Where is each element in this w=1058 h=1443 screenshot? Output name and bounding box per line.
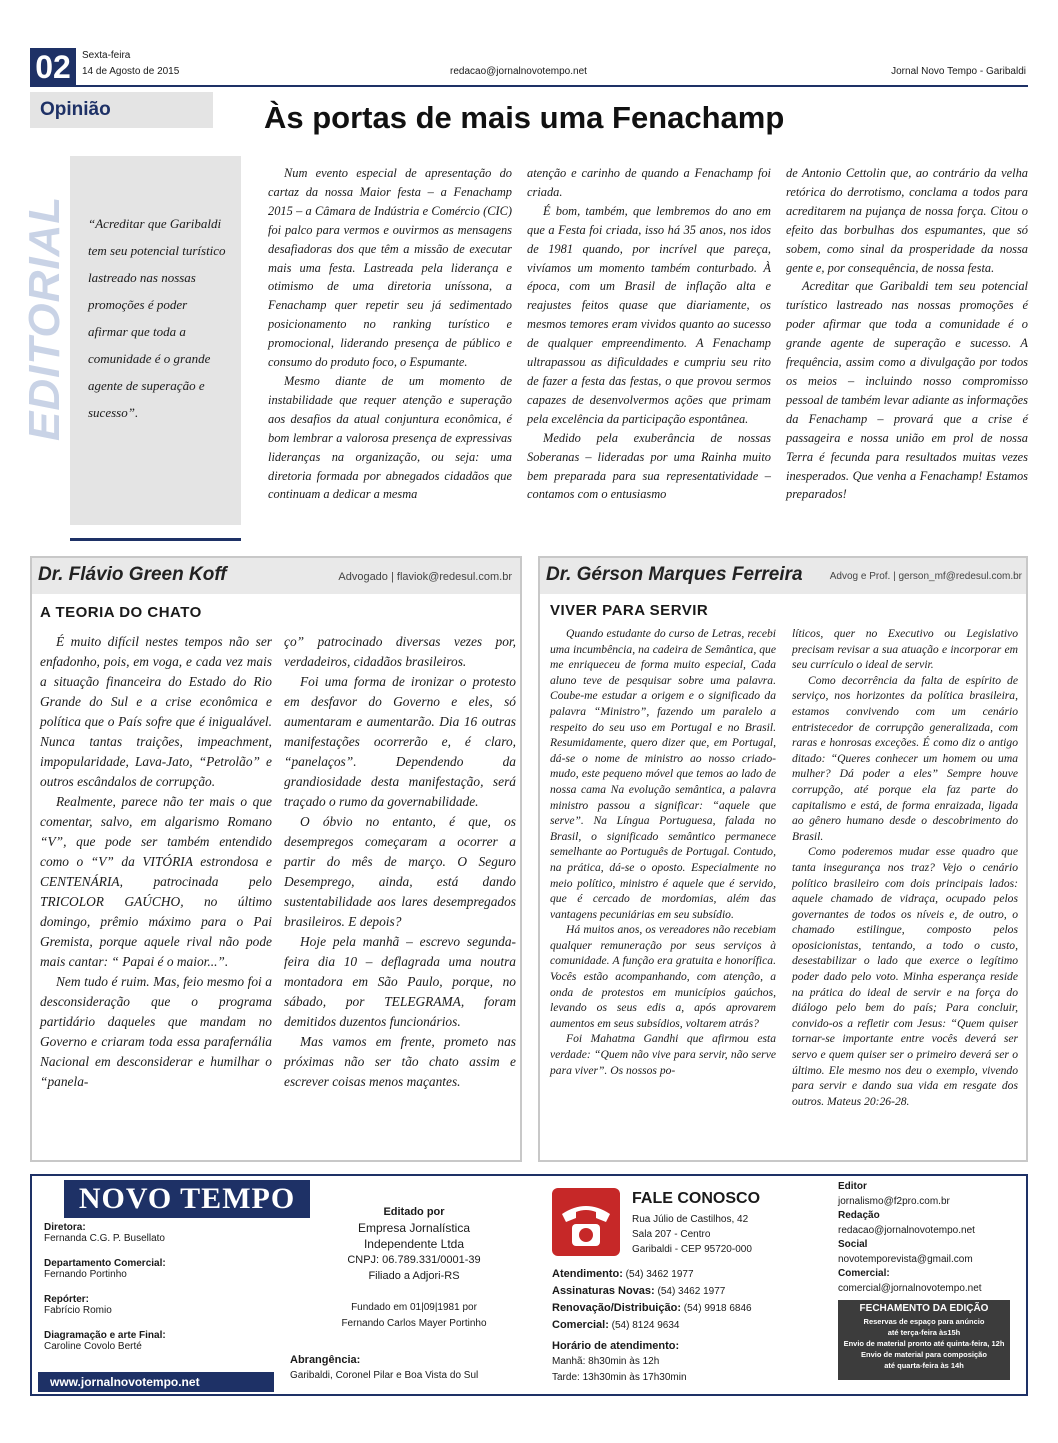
- hours-afternoon: Tarde: 13h30min às 17h30min: [552, 1372, 687, 1383]
- phone-value: (54) 8124 9634: [611, 1320, 680, 1331]
- phone-label: Assinaturas Novas:: [552, 1285, 655, 1297]
- column-title: A TEORIA DO CHATO: [40, 604, 202, 621]
- deadline-line: até quarta-feira às 14h: [884, 1361, 964, 1370]
- editorial-label: EDITORIAL: [20, 195, 69, 441]
- email-label: Editor: [838, 1181, 867, 1192]
- deadline-line: Envio de material para composição: [861, 1350, 987, 1359]
- author-role: Advogado | flaviok@redesul.com.br: [338, 571, 512, 583]
- address: [632, 1212, 752, 1257]
- paragraph: Foi Mahatma Gandhi que afirmou esta verdade: “Quem não vive para servir, não serve para viver”. Os nossos po-: [550, 1032, 776, 1077]
- staff-label: Departamento Comercial:: [44, 1258, 166, 1269]
- staff-value: Fabrício Romio: [44, 1305, 112, 1316]
- company-line-2: Independente Ltda: [363, 1237, 465, 1251]
- paragraph: Medido pela exuberância de nossas Soberanas – lideradas por uma Rainha muito bem preparada para sua representatividade – contamos com o entusiasmo: [527, 430, 771, 502]
- phone-value: (54) 9918 6846: [683, 1303, 752, 1314]
- paragraph: É muito difícil nestes tempos não ser enfadonho, pois, em voga, e cada vez mais a situação financeira do Estado do Rio Grande do Sul e a crise econômica e política que o País sofre que é inigualável. Nunca tantas traições, impeachment, impopularidade, Lava-Jato, “Petrolão” e outros escândalos de corrupção.: [40, 634, 272, 789]
- pull-quote-box: [70, 156, 241, 525]
- coverage-label: Abrangência:: [290, 1354, 361, 1366]
- paper-name: Jornal Novo Tempo - Garibaldi: [891, 66, 1026, 77]
- paragraph: Realmente, parece não ter mais o que comentar, salvo, em algarismo Romano “V”, que pode ser também entendido como o “V” da VITÓRIA estrondosa e CENTENÁRIA, patrocinada pelo TRICOLOR GAÚCHO, no último domingo, prêmio máximo para o Pai Gremista, porque aquele rival não pode mais cantar: “ Papai é o maior...”.: [40, 794, 272, 969]
- coverage: Garibaldi, Coronel Pilar e Boa Vista do Sul: [290, 1370, 479, 1381]
- opinion-box-ferreira: [538, 556, 1028, 1162]
- page-number: 02: [30, 48, 76, 86]
- staff-value: Fernanda C.G. P. Busellato: [44, 1233, 165, 1244]
- footer: [30, 1174, 1028, 1396]
- paragraph: Mas vamos em frente, prometo nas próximas não ser tão chato assim e escrever coisas menos maçantes.: [284, 1034, 516, 1089]
- weekday: Sexta-feira: [82, 50, 131, 61]
- paragraph: Como poderemos mudar esse quadro que tanta insegurança nos traz? Vejo o cenário político brasileiro com dois principais lados: aquele chamado de vidraça, ocupado pelos governantes de todos os níveis e, de outro, o chamado estilingue, composto pelos oposicionistas, tentando, a todo o custo, desestabilizar o lado que exerce o legítimo poder dado pelo voto. Minha esperança reside na prática do ideal de servir e na força do diálogo pelo bem do país; Para concluir, convido-os a refletir com Jesus: “Quem quiser tornar-se importante entre vocês deverá ser servo e quem quiser ser o primeiro deverá ser o último. Ele mesmo nos deu o exemplo, vivendo para servir e dando sua vida em resgate dos outros. Mateus 20:26-28.: [792, 845, 1018, 1108]
- founded-line-2: Fernando Carlos Mayer Portinho: [341, 1318, 487, 1329]
- author-bar: [540, 558, 1026, 594]
- author-name: Dr. Flávio Green Koff: [38, 564, 227, 585]
- header-rule: [30, 85, 1028, 87]
- ferreira-col-1: [550, 626, 776, 1078]
- phone-list: [552, 1266, 752, 1334]
- section-label: Opinião: [40, 99, 111, 120]
- paragraph: Foi uma forma de ironizar o protesto em desfavor do Governo e eles, só aumentaram e aumentarão. Dia 16 outras manifestações ocorrerão e, é claro, “panelaços”. Dependendo da grandiosidade desta manifestação, será traçado o rumo da governabilidade.: [284, 674, 516, 809]
- koff-col-1: [40, 632, 272, 1092]
- paragraph: O óbvio no entanto, é que, os desempregos começaram a ocorrer a partir do mês de março. O Seguro Desemprego, ainda, está dando sustentabilidade aos lares desempregados brasileiros. E depois?: [284, 814, 516, 929]
- email-label: Comercial:: [838, 1268, 890, 1279]
- newspaper-logo: NOVO TEMPO: [64, 1180, 310, 1218]
- edited-by: Editado por: [383, 1206, 445, 1218]
- email-list: [838, 1180, 982, 1296]
- affiliation: Filiado a Adjori-RS: [368, 1270, 460, 1282]
- author-name: Dr. Gérson Marques Ferreira: [546, 564, 803, 585]
- staff-label: Diagramação e arte Final:: [44, 1330, 166, 1341]
- email-label: Social: [838, 1239, 868, 1250]
- deadline-line: até terça-feira às15h: [887, 1328, 961, 1337]
- section-tag: [30, 92, 213, 128]
- header-email: redacao@jornalnovotempo.net: [450, 66, 587, 77]
- address-line: Rua Júlio de Castilhos, 42: [632, 1214, 749, 1225]
- phone-value: (54) 3462 1977: [657, 1286, 726, 1297]
- website-link[interactable]: www.jornalnovotempo.net: [38, 1372, 274, 1392]
- editorial-col-1: [268, 164, 512, 504]
- phone-label: Atendimento:: [552, 1268, 623, 1280]
- paragraph: líticos, quer no Executivo ou Legislativo precisam revisar a sua atuação e incorporar em seu currículo o ideal de servir.: [792, 627, 1018, 672]
- hours: [552, 1338, 687, 1386]
- staff-label: Repórter:: [44, 1294, 90, 1305]
- phone-label: Renovação/Distribuição:: [552, 1302, 681, 1314]
- deadline-box: [838, 1300, 1010, 1380]
- editorial-col-3: [786, 164, 1028, 504]
- staff-value: Fernando Portinho: [44, 1269, 127, 1280]
- paragraph: Hoje pela manhã – escrevo segunda-feira dia 10 – deflagrada uma noutra montadora em São Paulo, porque, no sábado, por TELEGRAMA, foram demitidos duzentos funcionários.: [284, 934, 516, 1029]
- deadline-line: Reservas de espaço para anúncio: [863, 1317, 985, 1326]
- paragraph: Há muitos anos, os vereadores não recebiam qualquer remuneração por seus serviços à comunidade. A função era gratuita e honorífica. Vocês estão acompanhando, com atenção, a onda de protestos em municípios gaúchos, levando os seus edis a, após aprovarem aumentos em seus subsídios, voltarem atrás?: [550, 923, 776, 1030]
- paragraph: de Antonio Cettolin que, ao contrário da velha retórica do derrotismo, conclama a todos para acreditarem na pujança de nossa força. Citou o efeito das borbulhas dos espumantes, que só sobem, como sinal da prosperidade da nossa gente e, por consequência, de nossa festa.: [786, 166, 1028, 275]
- paragraph: É bom, também, que lembremos do ano em que a Festa foi criada, isso há 35 anos, nos idos de 1981 quando, por incrível que pareça, vivíamos um momento também conturbado. À época, com um Brasil de inflação alta e reajustes feitos quase que diariamente, os mesmos temores eram vividos quanto ao sucesso de qualquer empreendimento. A Fenachamp ultrapassou as dificuldades e cumpriu seu rito de fazer a festa das festas, o que provou sermos capazes de desenvolvermos ações que primam pela excelência da participação espontânea.: [527, 203, 771, 426]
- editorial-col-2: [527, 164, 771, 504]
- staff-label: Diretora:: [44, 1222, 86, 1233]
- email-value[interactable]: novotemporevista@gmail.com: [838, 1253, 973, 1265]
- email-value[interactable]: comercial@jornalnovotempo.net: [838, 1282, 982, 1294]
- paragraph: Como decorrência da falta de espírito de serviço, nos horizontes da política brasileira, estamos convivendo com um cenário entristecedor de corrupção generalizada, com raras e honrosas exceções. É como diz o antigo ditado: “Queres conhecer um homem ou uma mulher? Dá poder a eles” Sempre houve corrupção, até porque ela faz parte do capitalismo e está, de forma enraizada, ligada ao gênero humano desde o descobrimento do Brasil.: [792, 673, 1018, 843]
- ferreira-col-2: [792, 626, 1018, 1109]
- paragraph: Num evento especial de apresentação do cartaz da nossa Maior festa – a Fenachamp 2015 – a Câmara de Indústria e Comércio (CIC) foi palco para vermos e ouvirmos as mensagens desafiadoras dos que têm a missão de executar mais uma festa. Lastreada pela liderança e otimismo de uma diretoria uníssona, a Fenachamp quer repetir seu já sedimentado posicionamento no ranking turístico e promocional, liderando presença de público e consumo do produto foco, o Espumante.: [268, 166, 512, 370]
- phone-icon: [552, 1188, 620, 1256]
- deadline-line: Envio de material pronto até quinta-feira, 12h: [843, 1339, 1005, 1348]
- deadline-title: FECHAMENTO DA EDIÇÃO: [859, 1303, 989, 1314]
- publisher-info: [314, 1204, 514, 1332]
- hours-morning: Manhã: 8h30min às 12h: [552, 1356, 660, 1367]
- divider: [70, 538, 241, 541]
- paragraph: Mesmo diante de um momento de instabilidade que requer atenção e superação aos desafios da atual conjuntura econômica, é bom lembrar a valorosa presença de expressivas lideranças na organização, ou seja: uma diretoria formada por abnegados cidadãos que continuam a dedicar a mesma: [268, 373, 512, 502]
- pull-quote: “Acreditar que Garibaldi tem seu potencial turístico lastreado nas nossas promoções é poder afirmar que toda a comunidade é o grande agente de superação e sucesso”.: [88, 216, 226, 420]
- contact-title: FALE CONOSCO: [632, 1190, 761, 1207]
- paragraph: Nem tudo é ruim. Mas, feio mesmo foi a desconsideração que o programa partidário daqueles que mandam no Governo e criaram toda essa parafernália Nacional em desconsiderar e humilhar o “panela-: [40, 974, 272, 1089]
- email-label: Redação: [838, 1210, 880, 1221]
- phone-label: Comercial:: [552, 1319, 609, 1331]
- paragraph: ço” patrocinado diversas vezes por, verdadeiros, cidadãos brasileiros.: [284, 634, 516, 669]
- staff-list: [44, 1222, 294, 1352]
- page-header: [30, 48, 1028, 88]
- address-line: Garibaldi - CEP 95720-000: [632, 1244, 752, 1255]
- address-line: Sala 207 - Centro: [632, 1229, 711, 1240]
- editorial-title: Às portas de mais uma Fenachamp: [264, 100, 785, 135]
- phone-value: (54) 3462 1977: [625, 1269, 694, 1280]
- author-role: Advog e Prof. | gerson_mf@redesul.com.br: [829, 571, 1022, 582]
- founded-line-1: Fundado em 01|09|1981 por: [351, 1302, 477, 1313]
- paragraph: Quando estudante do curso de Letras, recebi uma incumbência, na cadeira de Semântica, que me enriqueceu de forma muito especial, Cada aluno teve de pesquisar sobre uma palavra. Coube-me estudar a origem e o significado da palavra “Ministro”, fazendo um paralelo a respeito do seu uso em Portugal e no Brasil. Resumidamente, quero dizer que, em Portugal, dá-se o nome de ministro ao nosso criado-mudo, este pequeno móvel que temos ao lado de nossa cama Na evolução semântica, a palavra ministro passou a significar: “aquele que serve”. Na Língua Portuguesa, falada no Brasil, o significado semântico permanece semelhante ao Português de Portugal. Contudo, na prática, dá-se o oposto. Especialmente no meio político, ministro é aquele que é servido, que é cercado de mordomias, além das vantagens pecuniárias em seu subsídio.: [550, 627, 776, 921]
- email-value[interactable]: jornalismo@f2pro.com.br: [838, 1195, 950, 1207]
- email-value[interactable]: redacao@jornalnovotempo.net: [838, 1224, 975, 1236]
- hours-label: Horário de atendimento:: [552, 1340, 680, 1352]
- cnpj: CNPJ: 06.789.331/0001-39: [347, 1254, 481, 1266]
- author-bar: [32, 558, 520, 594]
- company-line-1: Empresa Jornalística: [357, 1221, 471, 1235]
- paragraph: Acreditar que Garibaldi tem seu potencial turístico lastreado nas nossas promoções é poder afirmar que toda a comunidade é o grande agente de superação e sucesso. A frequência, assim como a divulgação por todos os meios – incluindo nosso compromisso pessoal de também levar adiante as informações da Fenachamp – provará que a crise é passageira e nossa união em prol de nossa Terra é fecunda para resultados muitas vezes inesperados. Que venha a Fenachamp! Estamos preparados!: [786, 279, 1028, 502]
- issue-date: 14 de Agosto de 2015: [82, 66, 180, 77]
- opinion-box-koff: [30, 556, 522, 1162]
- staff-value: Caroline Covolo Berté: [44, 1341, 142, 1352]
- koff-col-2: [284, 632, 516, 1092]
- column-title: VIVER PARA SERVIR: [550, 602, 709, 619]
- paragraph: atenção e carinho de quando a Fenachamp foi criada.: [527, 166, 771, 199]
